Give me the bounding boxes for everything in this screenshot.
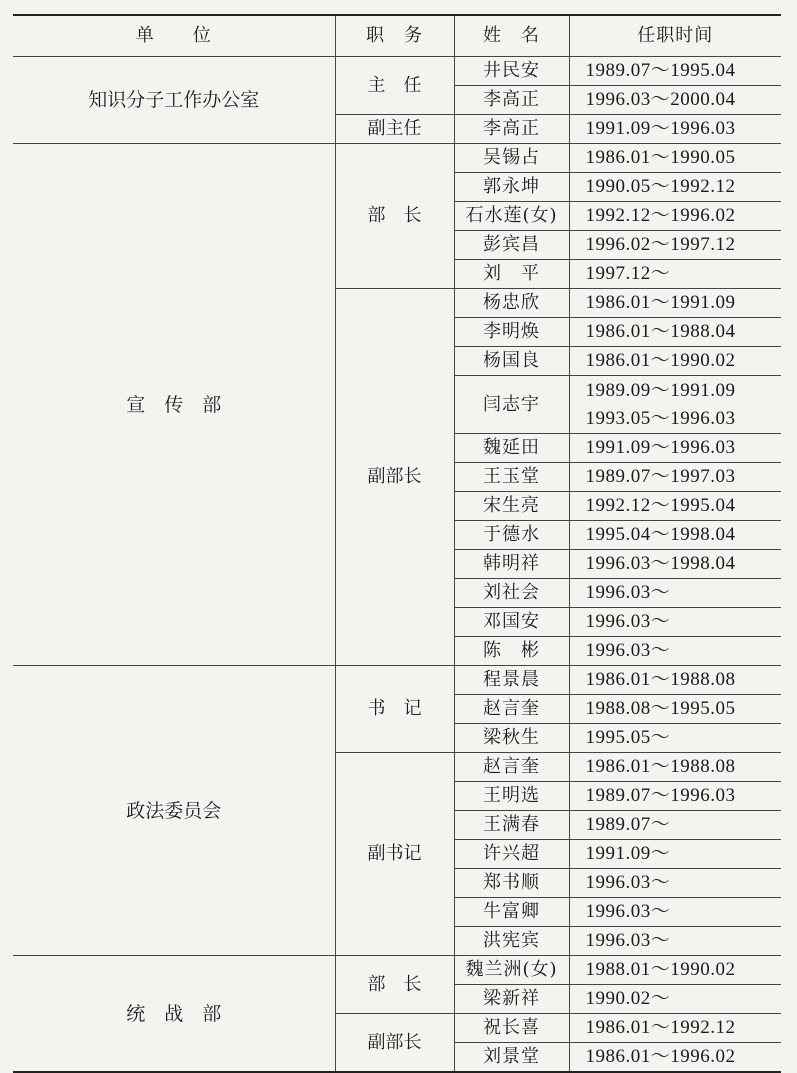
header-unit: 单 位 — [13, 15, 335, 57]
post-cell: 部 长 — [335, 956, 454, 1014]
table-header-row — [13, 15, 781, 57]
name-cell: 洪宪宾 — [454, 927, 569, 956]
unit-cell: 宣 传 部 — [13, 144, 335, 666]
name-cell: 韩明祥 — [454, 550, 569, 579]
time-cell: 1996.03～ — [569, 869, 781, 898]
name-cell: 宋生亮 — [454, 492, 569, 521]
table-row — [13, 144, 781, 173]
name-cell: 郑书顺 — [454, 869, 569, 898]
time-cell: 1996.03～1998.04 — [569, 550, 781, 579]
time-cell: 1986.01～1991.09 — [569, 289, 781, 318]
unit-cell: 政法委员会 — [13, 666, 335, 956]
time-cell: 1990.02～ — [569, 985, 781, 1014]
header-time: 任职时间 — [569, 15, 781, 57]
name-cell: 梁新祥 — [454, 985, 569, 1014]
name-cell: 许兴超 — [454, 840, 569, 869]
unit-cell: 统 战 部 — [13, 956, 335, 1073]
time-cell: 1988.01～1990.02 — [569, 956, 781, 985]
header-name: 姓 名 — [454, 15, 569, 57]
time-cell: 1996.03～ — [569, 608, 781, 637]
name-cell: 魏兰洲(女) — [454, 956, 569, 985]
name-cell: 吴锡占 — [454, 144, 569, 173]
name-cell: 王玉堂 — [454, 463, 569, 492]
name-cell: 李高正 — [454, 115, 569, 144]
time-entry: 1993.05～1996.03 — [585, 407, 736, 429]
time-cell: 1991.09～1996.03 — [569, 434, 781, 463]
name-cell: 牛富卿 — [454, 898, 569, 927]
time-cell: 1989.07～ — [569, 811, 781, 840]
name-cell: 程景晨 — [454, 666, 569, 695]
table-row — [13, 57, 781, 86]
name-cell: 刘景堂 — [454, 1043, 569, 1073]
time-cell: 1991.09～ — [569, 840, 781, 869]
post-cell: 书 记 — [335, 666, 454, 753]
time-cell: 1989.07～1995.04 — [569, 57, 781, 86]
name-cell: 石水莲(女) — [454, 202, 569, 231]
unit-cell: 知识分子工作办公室 — [13, 57, 335, 144]
time-cell: 1995.04～1998.04 — [569, 521, 781, 550]
time-cell: 1997.12～ — [569, 260, 781, 289]
time-cell: 1988.08～1995.05 — [569, 695, 781, 724]
time-cell: 1989.07～1997.03 — [569, 463, 781, 492]
name-cell: 陈 彬 — [454, 637, 569, 666]
time-cell: 1992.12～1995.04 — [569, 492, 781, 521]
name-cell: 赵言奎 — [454, 695, 569, 724]
time-cell: 1995.05～ — [569, 724, 781, 753]
post-cell: 副部长 — [335, 289, 454, 666]
table-row — [13, 666, 781, 695]
name-cell: 于德水 — [454, 521, 569, 550]
time-cell: 1986.01～1988.04 — [569, 318, 781, 347]
time-cell: 1986.01～1996.02 — [569, 1043, 781, 1073]
time-entry: 1989.09～1991.09 — [585, 379, 736, 401]
appointment-table — [13, 14, 781, 1073]
time-cell: 1986.01～1988.08 — [569, 666, 781, 695]
time-cell: 1986.01～1990.05 — [569, 144, 781, 173]
time-cell: 1996.03～2000.04 — [569, 86, 781, 115]
time-cell: 1996.03～ — [569, 927, 781, 956]
name-cell: 井民安 — [454, 57, 569, 86]
name-cell: 邓国安 — [454, 608, 569, 637]
time-cell: 1996.03～ — [569, 637, 781, 666]
name-cell: 彭宾昌 — [454, 231, 569, 260]
time-cell: 1996.03～ — [569, 579, 781, 608]
time-cell: 1986.01～1990.02 — [569, 347, 781, 376]
time-cell — [569, 376, 781, 434]
name-cell: 杨忠欣 — [454, 289, 569, 318]
post-cell: 部 长 — [335, 144, 454, 289]
post-cell: 副主任 — [335, 115, 454, 144]
time-cell: 1986.01～1992.12 — [569, 1014, 781, 1043]
time-cell: 1996.02～1997.12 — [569, 231, 781, 260]
name-cell: 刘社会 — [454, 579, 569, 608]
post-cell: 副部长 — [335, 1014, 454, 1073]
name-cell: 闫志宇 — [454, 376, 569, 434]
table-row — [13, 956, 781, 985]
name-cell: 李明焕 — [454, 318, 569, 347]
name-cell: 刘 平 — [454, 260, 569, 289]
time-cell: 1991.09～1996.03 — [569, 115, 781, 144]
time-cell: 1986.01～1988.08 — [569, 753, 781, 782]
name-cell: 魏延田 — [454, 434, 569, 463]
header-post: 职 务 — [335, 15, 454, 57]
name-cell: 王明选 — [454, 782, 569, 811]
name-cell: 王满春 — [454, 811, 569, 840]
time-cell: 1989.07～1996.03 — [569, 782, 781, 811]
name-cell: 郭永坤 — [454, 173, 569, 202]
time-cell: 1990.05～1992.12 — [569, 173, 781, 202]
table-body — [13, 57, 781, 1073]
post-cell: 副书记 — [335, 753, 454, 956]
name-cell: 李高正 — [454, 86, 569, 115]
name-cell: 赵言奎 — [454, 753, 569, 782]
time-cell: 1992.12～1996.02 — [569, 202, 781, 231]
name-cell: 祝长喜 — [454, 1014, 569, 1043]
post-cell: 主 任 — [335, 57, 454, 115]
time-cell: 1996.03～ — [569, 898, 781, 927]
name-cell: 梁秋生 — [454, 724, 569, 753]
name-cell: 杨国良 — [454, 347, 569, 376]
